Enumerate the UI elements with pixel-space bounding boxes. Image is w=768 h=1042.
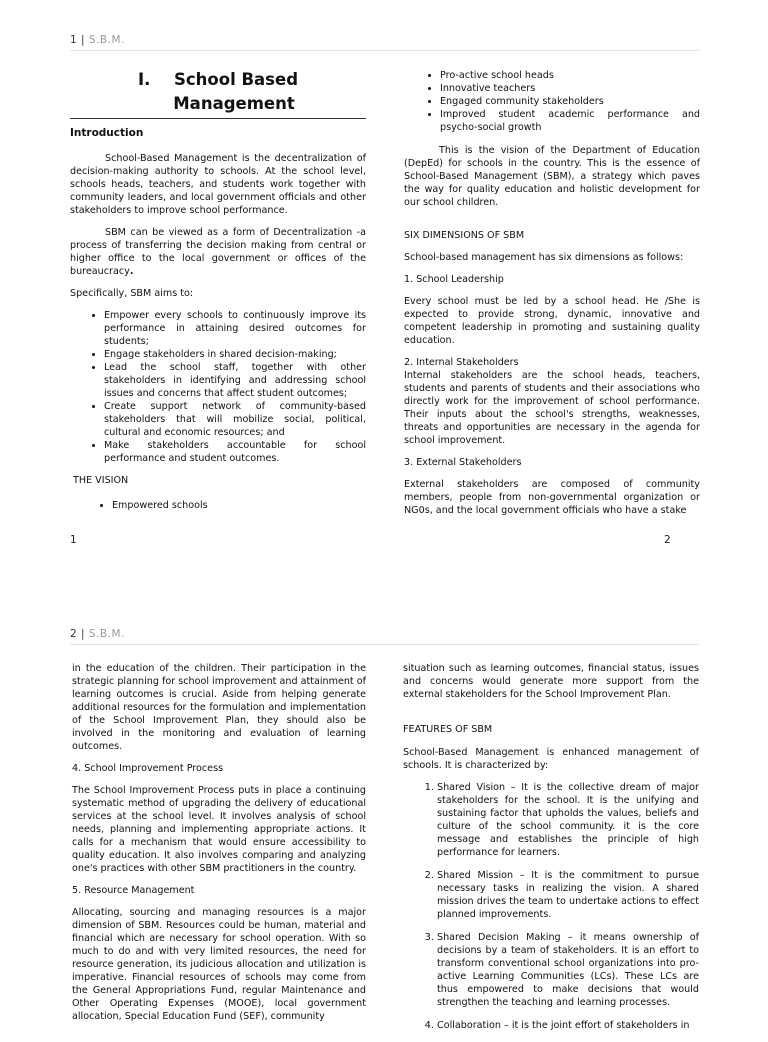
list-item: 1. Shared Vision – It is the collective dream of major stakeholders for the school. It is the unifying and sustaining factor that upholds the values, beliefs and culture of the school community. it is the core message and establishes the principle of high performance for learners. (437, 781, 699, 859)
list-item: • Make stakeholders accountable for school performance and student outcomes. (104, 439, 366, 465)
list-item: • Improved student academic performance and psycho-social growth (440, 108, 700, 134)
list-item: 2. Shared Mission – It is the commitment to pursue necessary tasks in realizing the vision. A shared mission drives the team to undertake actions to effect planned improvements. (437, 869, 699, 921)
page2-header-number: 2 (70, 628, 78, 640)
dimension-3-text: External stakeholders are composed of community members, people from non-governmental organization or NG0s, and the local government officials who have a stake (404, 479, 700, 516)
list-item: • Empower every schools to continuously improve its performance in attaining desired outcomes for students; (104, 309, 366, 348)
dimension-3-continued: in the education of the children. Their participation in the strategic planning for school improvement and attainment of learning outcomes is crucial. Aside from helping generate additional resources for the formulation and implementation of the School Improvement Plan, they should also be involved in the monitoring and evaluation of learning outcomes. (72, 663, 366, 752)
list-item: • Create support network of community-based stakeholders that will mobilize social, political, cultural and economic resources; and (104, 400, 366, 439)
vision-heading: THE VISION (73, 475, 129, 486)
page1-right-column (404, 69, 700, 526)
intro-paragraph-2-text: SBM can be viewed as a form of Decentralization -a process of transferring the decision making from central or higher office to the local government or offices of the bureaucracy (70, 227, 366, 277)
page1-header (70, 34, 699, 51)
title-line-1: School Based (173, 70, 299, 89)
page2-header (70, 628, 699, 645)
list-item: • Innovative teachers (440, 82, 700, 95)
page1-header-text: S.B.M. (88, 34, 125, 46)
dimension-1-text: Every school must be led by a school head. He /She is expected to provide strong, dynamic, innovative and competent leadership in promoting and sustaining quality education. (404, 296, 700, 346)
page2-header-text: S.B.M. (88, 628, 125, 640)
dimension-2-title: 2. Internal Stakeholders (404, 357, 519, 368)
list-item: • Engaged community stakeholders (440, 95, 700, 108)
dimension-2-text: Internal stakeholders are the school heads, teachers, students and parents of students and their associations who directly work for the improvement of school performance. Their inputs about the school's strengths, weaknesses, threats and opportunities are necessary in the agenda for school improvement. (404, 370, 700, 446)
dimension-3-title: 3. External Stakeholders (404, 457, 522, 468)
page2-header-separator: | (77, 628, 89, 640)
list-item: 3. Shared Decision Making – it means ownership of decisions by a team of stakeholders. It is an effort to transform conventional school organizations into pro-active Learning Communities (LCs). These LCs are thus empowered to make decisions that would strengthen the teaching and learning processes. (437, 931, 699, 1009)
dimension-4-title: 4. School Improvement Process (72, 763, 224, 774)
six-dimensions-lead: School-based management has six dimensions as follows: (404, 252, 684, 263)
intro-paragraph-1: School-Based Management is the decentralization of decision-making authority to schools. At the school level, schools heads, teachers, and students work together with community leaders, and local government officials and other stakeholders to improve school performance. (70, 153, 366, 216)
dimension-4-text: The School Improvement Process puts in place a continuing systematic method of upgrading the delivery of educational services at the school level. It involves analysis of school needs, planning and implementing appropriate actions. It calls for a mechanism that would ensure accessibility to quality education. It also involves comparing and analyzing one's practices with other SBM practitioners in the country. (72, 785, 366, 874)
title-line-2: Management (173, 94, 295, 113)
aims-lead: Specifically, SBM aims to: (70, 288, 194, 299)
page1-left-column (70, 68, 366, 521)
list-item: 4. Collaboration – it is the joint effort of stakeholders in (437, 1019, 699, 1032)
page1-header-separator: | (77, 34, 89, 46)
intro-paragraph-2 (70, 226, 366, 278)
features-list (403, 781, 699, 1032)
page-break (0, 560, 768, 620)
title-roman-numeral: I. (137, 70, 151, 89)
features-lead: School-Based Management is enhanced management of schools. It is characterized by: (403, 747, 699, 771)
page1-footer-right-number: 2 (664, 534, 671, 546)
dimension-5-text: Allocating, sourcing and managing resources is a major dimension of SBM. Resources could be human, material and financial which are necessary for school operation. With so much to do and with very limited resources, the need for resource generation, its judicious allocation and utilization is imperative. Financial resources of schools may come from the General Appropriations Fund, regular Maintenance and Other Operating Expenses (MOOE), local government allocation, Special Education Fund (SEF), community (72, 907, 366, 1022)
page2-right-column (403, 662, 699, 1042)
list-item: • Pro-active school heads (440, 69, 700, 82)
intro-paragraph-2-period: . (129, 266, 134, 277)
features-heading: FEATURES OF SBM (403, 724, 493, 735)
list-item: • Lead the school staff, together with other stakeholders in identifying and addressing school issues and concerns that affect student outcomes; (104, 361, 366, 400)
document-title (70, 68, 366, 119)
list-item: • Engage stakeholders in shared decision-making; (104, 348, 366, 361)
vision-paragraph: This is the vision of the Department of Education (DepEd) for schools in the country. This is the essence of School-Based Management (SBM), a strategy which paves the way for quality education and holistic development for our school children. (404, 145, 700, 208)
vision-list-left (70, 499, 366, 512)
page1-footer-left-number: 1 (70, 534, 77, 546)
vision-list-right (404, 69, 700, 134)
right-column-continued: situation such as learning outcomes, financial status, issues and concerns would generate more support from the external stakeholders for the School Improvement Plan. (403, 663, 699, 700)
dimension-1-title: 1. School Leadership (404, 274, 504, 285)
page1-header-number: 1 (70, 34, 78, 46)
six-dimensions-heading: SIX DIMENSIONS OF SBM (404, 230, 525, 241)
introduction-heading: Introduction (70, 127, 144, 139)
page2-left-column (72, 662, 366, 1032)
aims-list (70, 309, 366, 465)
dimension-5-title: 5. Resource Management (72, 885, 195, 896)
list-item: • Empowered schools (112, 499, 366, 512)
